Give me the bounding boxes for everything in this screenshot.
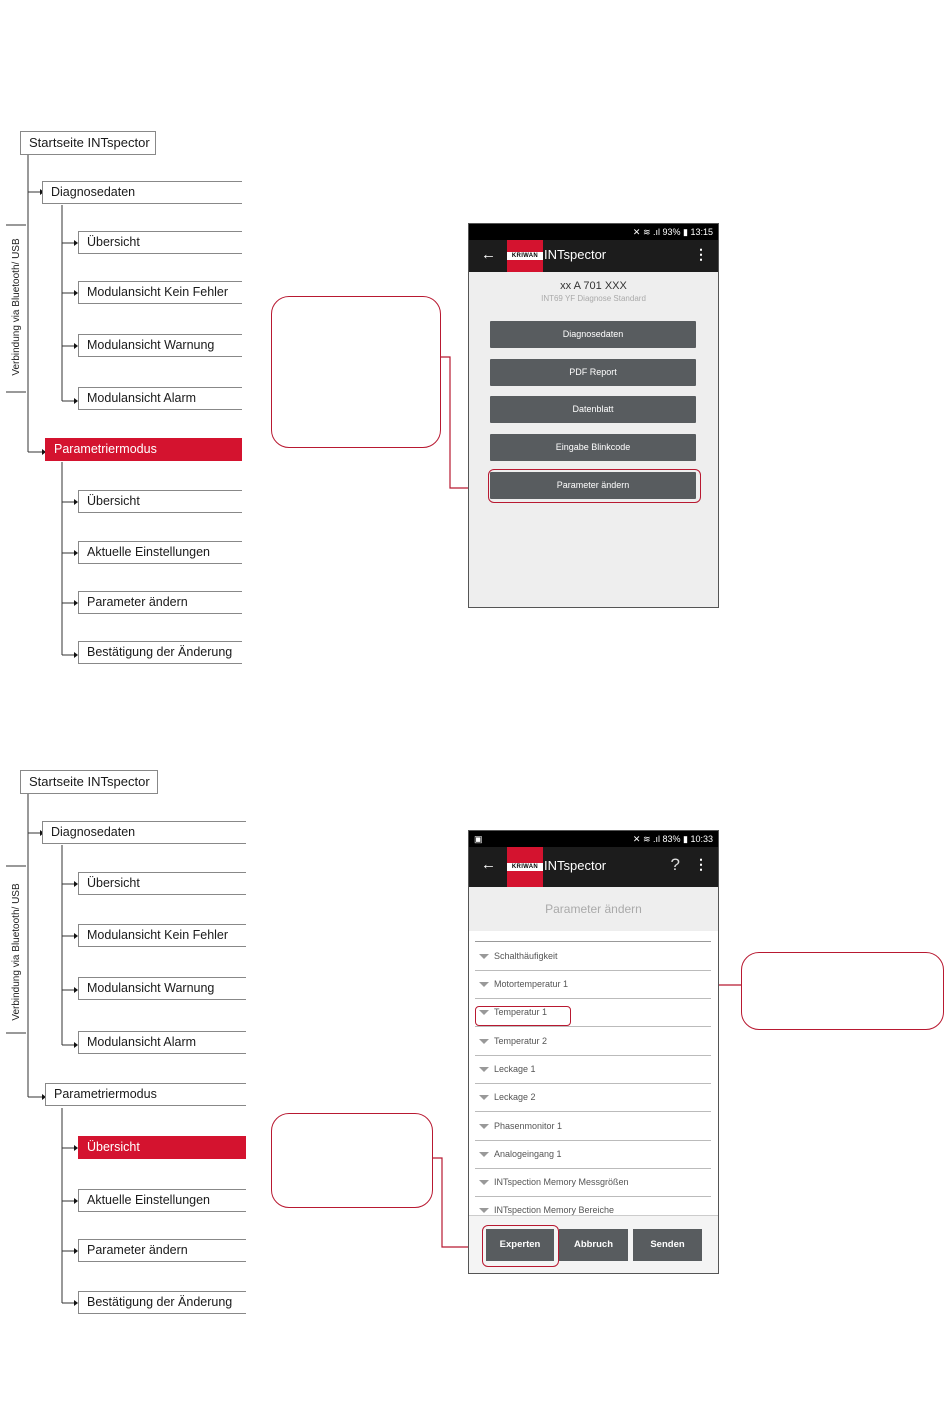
tree-item-parametriermodus[interactable]: Parametriermodus (45, 1083, 246, 1106)
highlight-experten (482, 1225, 559, 1267)
tree-item-param-uebersicht[interactable]: Übersicht (78, 490, 242, 513)
expand-triangle-icon (479, 1180, 489, 1185)
callout-box (741, 952, 944, 1030)
tree-item-aktuelle-einstellungen[interactable]: Aktuelle Einstellungen (78, 541, 242, 564)
overflow-menu-icon[interactable]: ⋮ (694, 246, 708, 262)
experten-button[interactable]: Experten (486, 1229, 554, 1261)
parameter-aendern-button[interactable]: Parameter ändern (490, 472, 696, 499)
status-icons: ✕ ≋ .ıl (632, 227, 663, 237)
diagnosedaten-button[interactable]: Diagnosedaten (490, 321, 696, 348)
pdf-report-button[interactable]: PDF Report (490, 359, 696, 386)
tree-item-bestaetigung[interactable]: Bestätigung der Änderung (78, 1291, 246, 1314)
list-item-label: Phasenmonitor 1 (494, 1121, 563, 1131)
footer-bar (469, 1215, 718, 1274)
tree-item-bestaetigung[interactable]: Bestätigung der Änderung (78, 641, 242, 664)
kriwan-logo (507, 847, 543, 887)
connection-label: Verbindung via Bluetooth/ USB (11, 883, 22, 1021)
connection-label: Verbindung via Bluetooth/ USB (11, 238, 22, 376)
tree-item-param-uebersicht[interactable]: Übersicht (78, 1136, 246, 1159)
expand-triangle-icon (479, 954, 489, 959)
expand-triangle-icon (479, 1152, 489, 1157)
tree-item-aktuelle-einstellungen[interactable]: Aktuelle Einstellungen (78, 1189, 246, 1212)
list-item[interactable] (475, 1113, 711, 1141)
tree-item-uebersicht[interactable]: Übersicht (78, 231, 242, 254)
root-node[interactable]: Startseite INTspector (20, 131, 156, 155)
list-item-label: INTspection Memory Bereiche (494, 1205, 615, 1215)
list-item-label: Leckage 1 (494, 1064, 536, 1074)
tree-item-modul-warnung[interactable]: Modulansicht Warnung (78, 977, 246, 1000)
list-item[interactable] (475, 1197, 711, 1215)
image-icon: ▣ (474, 834, 483, 844)
list-item[interactable] (475, 1056, 711, 1084)
abbruch-button[interactable]: Abbruch (559, 1229, 628, 1261)
eingabe-blinkcode-button[interactable]: Eingabe Blinkcode (490, 434, 696, 461)
expand-triangle-icon (479, 1095, 489, 1100)
back-arrow-icon[interactable]: ← (481, 856, 496, 873)
list-item[interactable] (475, 1084, 711, 1112)
logo-text: KRIWAN (507, 252, 543, 260)
screen-title: Parameter ändern (469, 887, 718, 931)
list-item-label: Motortemperatur 1 (494, 979, 569, 989)
logo-text: KRIWAN (507, 863, 543, 871)
device-subtitle: INT69 YF Diagnose Standard (541, 294, 646, 303)
list-item[interactable] (475, 943, 711, 971)
tree-item-uebersicht[interactable]: Übersicht (78, 872, 246, 895)
tree-item-modul-kein-fehler[interactable]: Modulansicht Kein Fehler (78, 281, 242, 304)
help-icon[interactable]: ? (670, 855, 680, 874)
list-divider (475, 941, 711, 942)
expand-triangle-icon (479, 1208, 489, 1213)
list-item[interactable] (475, 971, 711, 999)
list-item[interactable] (475, 1141, 711, 1169)
list-item-label: Schalthäufigkeit (494, 951, 558, 961)
list-item[interactable] (475, 1028, 711, 1056)
list-item-label: Leckage 2 (494, 1092, 536, 1102)
tree-item-modul-alarm[interactable]: Modulansicht Alarm (78, 387, 242, 410)
app-title: INTspector (544, 247, 607, 262)
tree-item-diagnosedaten[interactable]: Diagnosedaten (42, 821, 246, 844)
expand-triangle-icon (479, 982, 489, 987)
back-arrow-icon[interactable]: ← (481, 246, 496, 263)
device-name: xx A 701 XXX (560, 280, 627, 292)
tree-item-modul-kein-fehler[interactable]: Modulansicht Kein Fehler (78, 924, 246, 947)
tree-item-parameter-aendern[interactable]: Parameter ändern (78, 591, 242, 614)
parameter-list[interactable] (469, 943, 719, 1215)
tree-item-parameter-aendern[interactable]: Parameter ändern (78, 1239, 246, 1262)
senden-button[interactable]: Senden (633, 1229, 702, 1261)
tree-item-modul-warnung[interactable]: Modulansicht Warnung (78, 334, 242, 357)
root-node[interactable]: Startseite INTspector (20, 770, 158, 794)
list-item-label: Temperatur 1 (494, 1007, 548, 1017)
expand-triangle-icon (479, 1039, 489, 1044)
app-bar (469, 847, 718, 887)
list-item-label: Analogeingang 1 (494, 1149, 562, 1159)
datenblatt-button[interactable]: Datenblatt (490, 396, 696, 423)
status-text: 93% ▮ 13:15 (662, 227, 713, 237)
list-item-label: Temperatur 2 (494, 1036, 548, 1046)
expand-triangle-icon (479, 1067, 489, 1072)
status-bar (469, 831, 718, 847)
list-item[interactable] (475, 1169, 711, 1197)
expand-triangle-icon (479, 1124, 489, 1129)
list-item-label: INTspection Memory Messgrößen (494, 1177, 629, 1187)
status-icons: ✕ ≋ .ıl (632, 834, 663, 844)
highlight-temperatur-1 (475, 1006, 571, 1026)
callout-box (271, 1113, 433, 1208)
tree-item-parametriermodus[interactable]: Parametriermodus (45, 438, 242, 461)
status-text: 83% ▮ 10:33 (662, 834, 713, 844)
overflow-menu-icon[interactable]: ⋮ (694, 856, 708, 872)
phone-screen-2 (468, 830, 719, 1274)
tree-item-modul-alarm[interactable]: Modulansicht Alarm (78, 1031, 246, 1054)
app-title: INTspector (544, 858, 607, 873)
tree-item-diagnosedaten[interactable]: Diagnosedaten (42, 181, 242, 204)
